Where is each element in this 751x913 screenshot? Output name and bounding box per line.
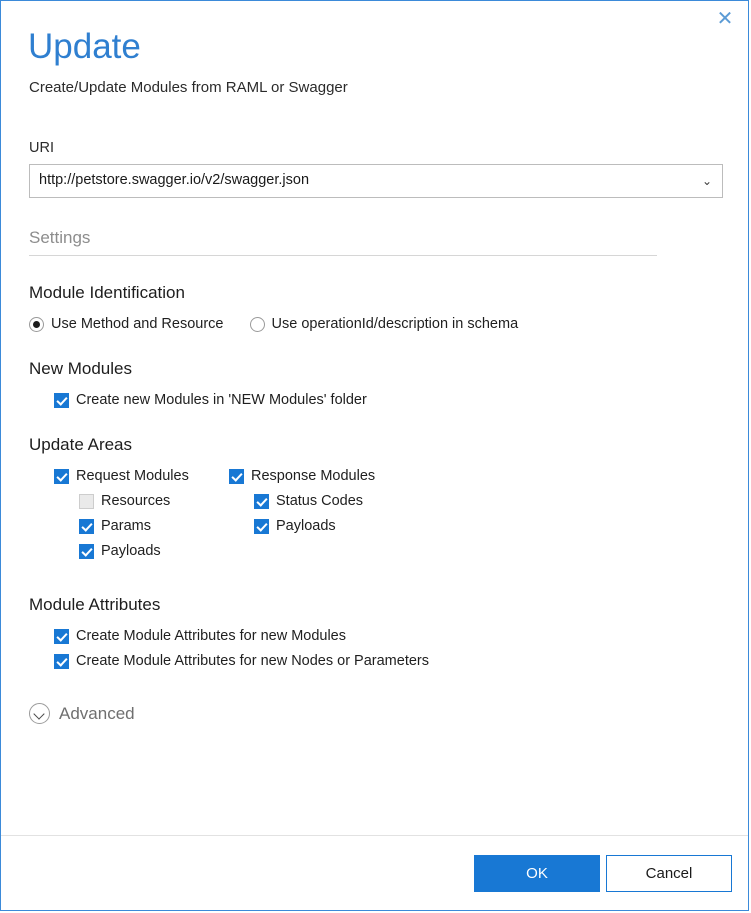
checkbox-icon: [254, 519, 269, 534]
radio-icon: [29, 317, 44, 332]
checkbox-label: Request Modules: [76, 468, 189, 484]
module-attributes-heading: Module Attributes: [29, 595, 161, 614]
checkbox-icon: [54, 654, 69, 669]
checkbox-response-payloads[interactable]: [254, 518, 529, 534]
checkbox-label: Create Module Attributes for new Modules: [76, 628, 346, 644]
checkbox-icon: [79, 494, 94, 509]
advanced-label: Advanced: [59, 703, 135, 723]
update-areas-response-column: [229, 468, 529, 568]
update-areas-heading: Update Areas: [29, 435, 133, 454]
dialog-footer: [1, 835, 748, 910]
radio-icon: [250, 317, 265, 332]
cancel-button[interactable]: Cancel: [606, 855, 732, 892]
checkbox-response-status-codes[interactable]: [254, 493, 529, 509]
uri-value: http://petstore.swagger.io/v2/swagger.json: [39, 172, 310, 188]
update-areas-options: [29, 468, 720, 568]
radio-use-method-and-resource[interactable]: [29, 316, 224, 332]
radio-use-operationid[interactable]: [250, 316, 519, 332]
checkbox-response-modules[interactable]: [229, 468, 529, 484]
checkbox-label: Status Codes: [276, 493, 364, 509]
checkbox-request-modules[interactable]: [54, 468, 229, 484]
chevron-down-circle-icon: [29, 703, 50, 724]
uri-select[interactable]: [29, 164, 723, 198]
page-title: Update: [28, 27, 141, 66]
radio-label: Use Method and Resource: [51, 316, 224, 332]
checkbox-icon: [79, 519, 94, 534]
checkbox-label: Response Modules: [251, 468, 376, 484]
checkbox-label: Params: [101, 518, 151, 534]
close-icon[interactable]: ✕: [716, 8, 734, 30]
checkbox-icon: [79, 544, 94, 559]
checkbox-request-resources[interactable]: [79, 493, 229, 509]
settings-section-header: Settings: [29, 228, 657, 256]
checkbox-label: Payloads: [276, 518, 336, 534]
checkbox-create-new-modules-folder[interactable]: [54, 392, 720, 408]
checkbox-attrs-new-modules[interactable]: [54, 628, 720, 644]
radio-label: Use operationId/description in schema: [271, 316, 519, 332]
checkbox-attrs-new-nodes[interactable]: [54, 653, 720, 669]
checkbox-icon: [254, 494, 269, 509]
checkbox-label: Resources: [101, 493, 171, 509]
dialog-content: [1, 1, 748, 724]
checkbox-icon: [229, 469, 244, 484]
module-identification-heading: Module Identification: [29, 283, 185, 302]
checkbox-icon: [54, 393, 69, 408]
chevron-down-icon: ⌄: [701, 174, 713, 188]
page-subtitle: Create/Update Modules from RAML or Swagger: [29, 79, 348, 96]
module-identification-options: [29, 316, 720, 332]
advanced-toggle[interactable]: [29, 703, 720, 724]
checkbox-icon: [54, 629, 69, 644]
checkbox-request-params[interactable]: [79, 518, 229, 534]
uri-label: URI: [29, 140, 54, 156]
checkbox-request-payloads[interactable]: [79, 543, 229, 559]
checkbox-label: Payloads: [101, 543, 161, 559]
ok-button[interactable]: OK: [474, 855, 600, 892]
checkbox-label: Create Module Attributes for new Nodes or Parameters: [76, 653, 429, 669]
update-areas-request-column: [29, 468, 229, 568]
checkbox-icon: [54, 469, 69, 484]
checkbox-label: Create new Modules in 'NEW Modules' folder: [76, 392, 367, 408]
new-modules-heading: New Modules: [29, 359, 132, 378]
